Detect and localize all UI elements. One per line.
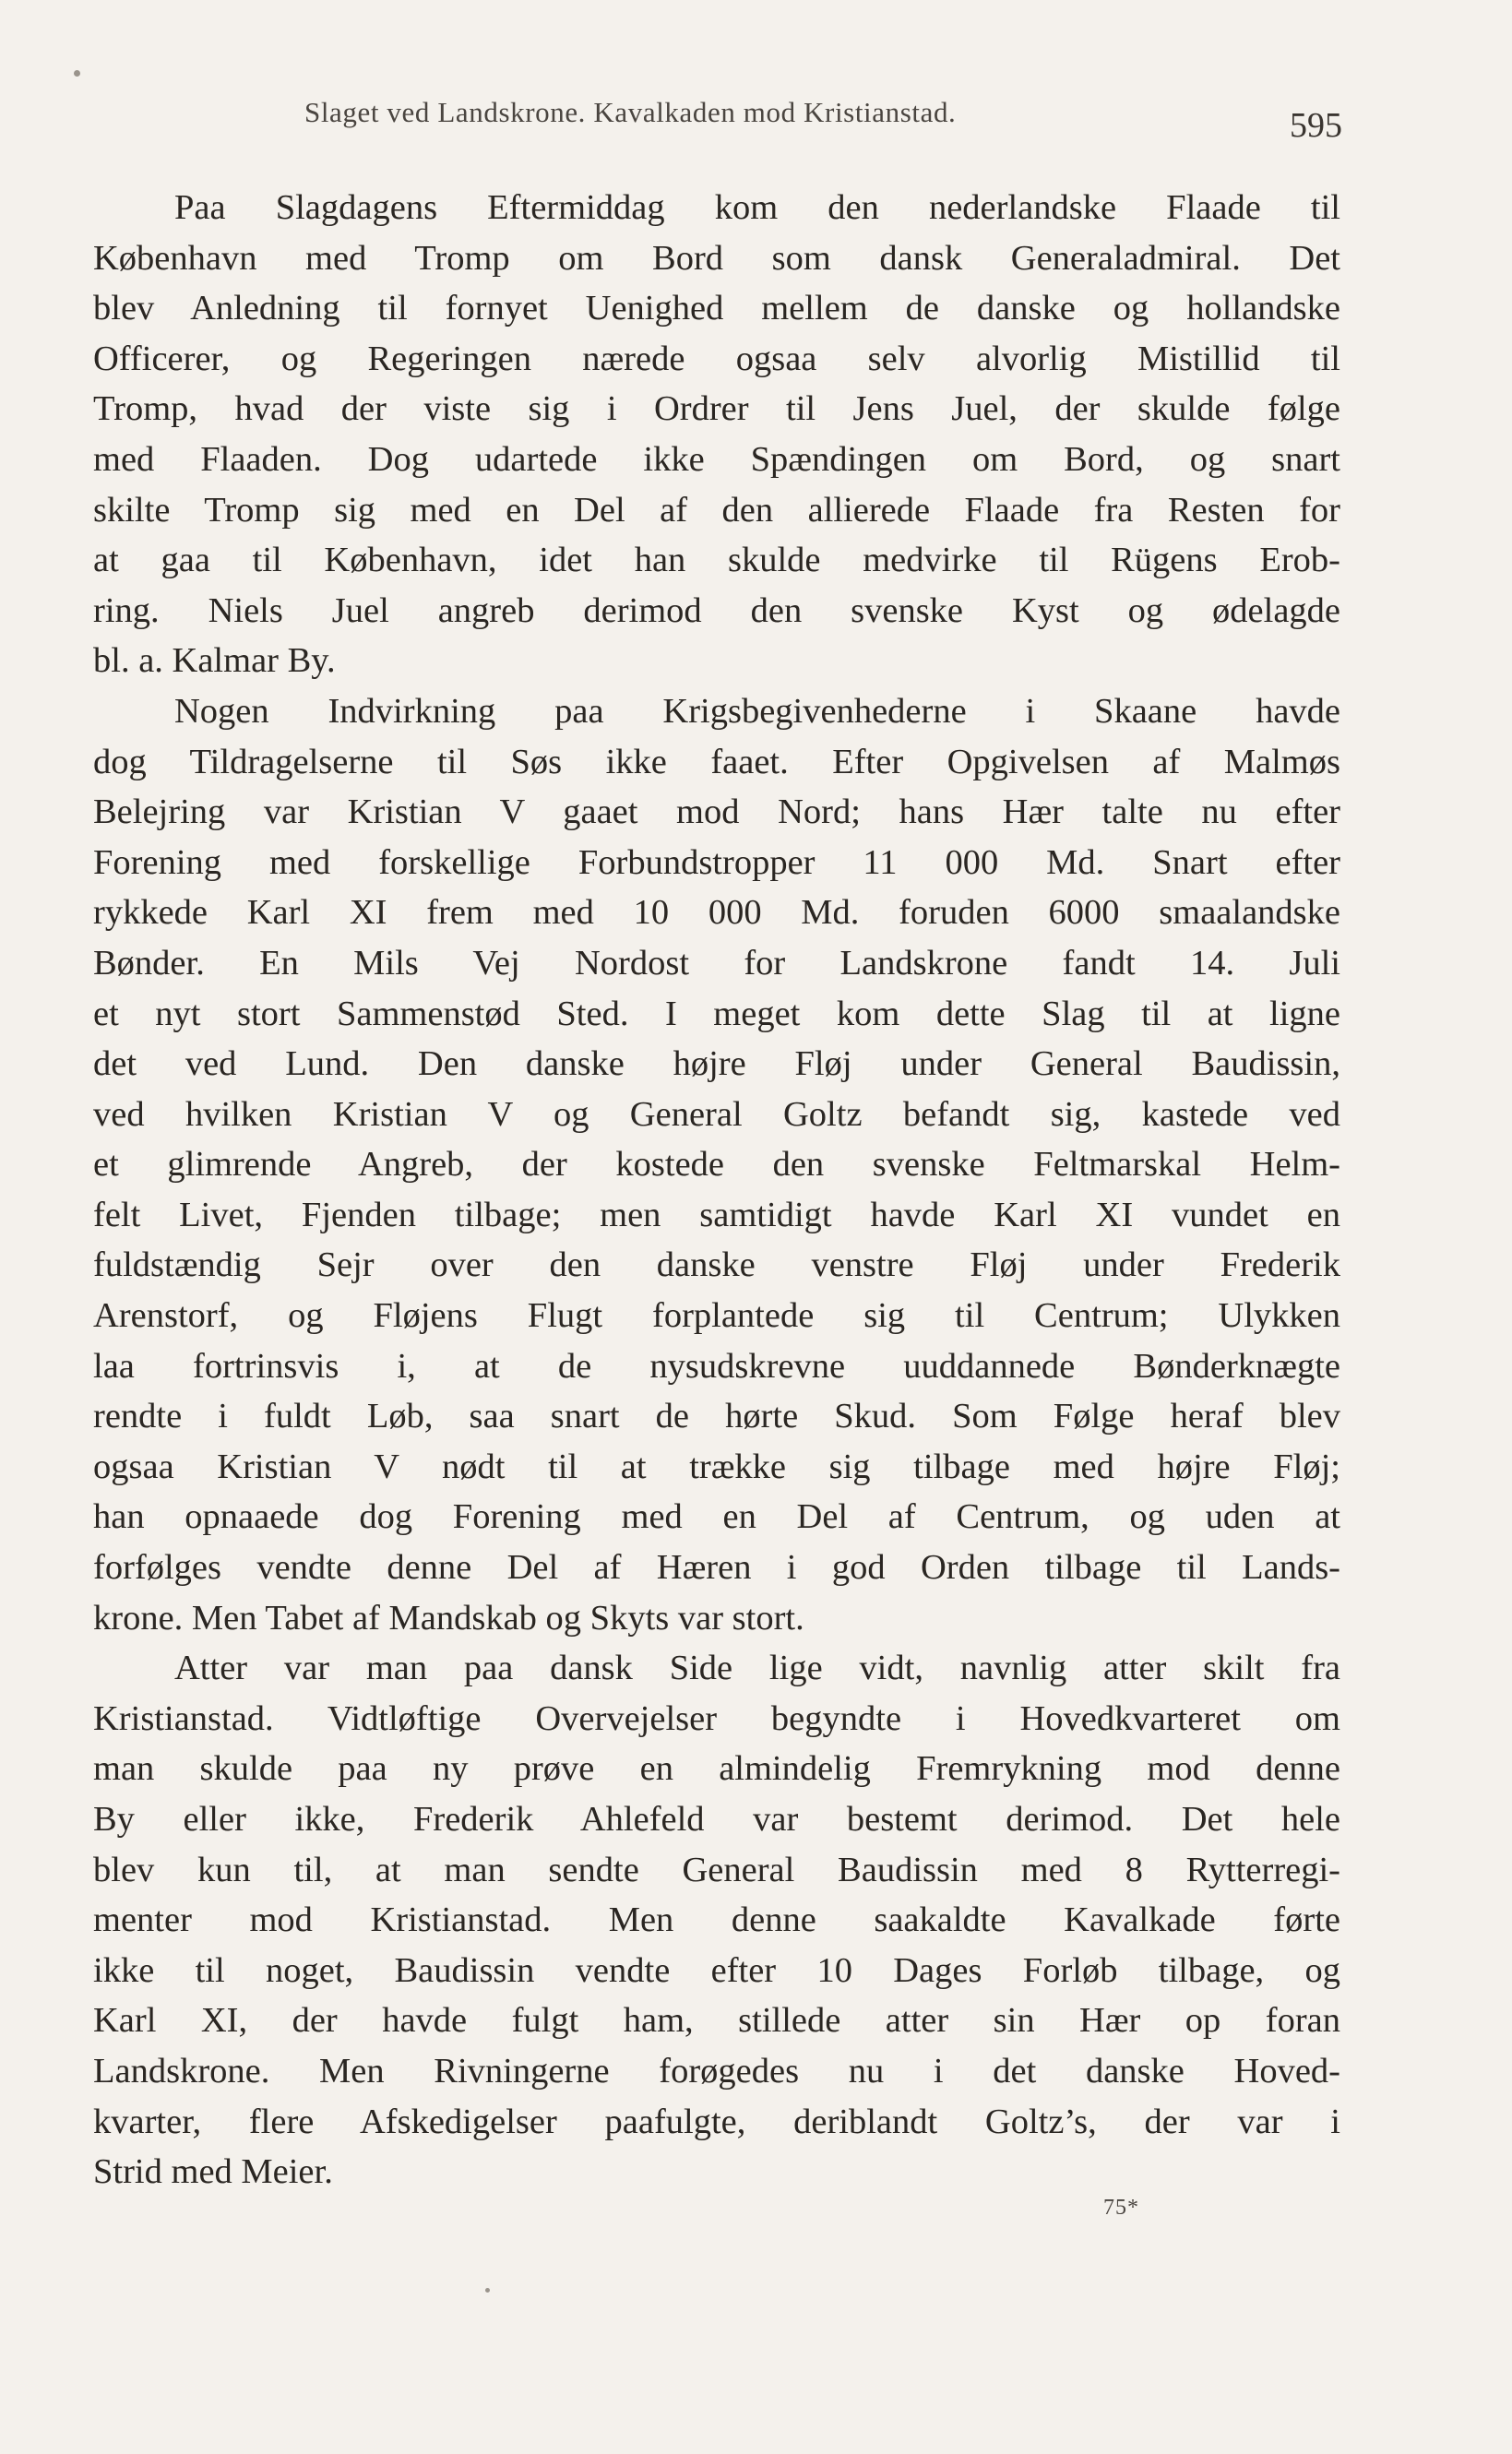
text-line: Paa Slagdagens Eftermiddag kom den nederlandske Flaade til (174, 188, 1340, 227)
text-line: dog Tildragelserne til Søs ikke faaet. Efter Opgivelsen af Malmøs (93, 742, 1340, 781)
text-line: Tromp, hvad der viste sig i Ordrer til Jens Juel, der skulde følge (93, 389, 1340, 429)
text-line: Belejring var Kristian V gaaet mod Nord; hans Hær talte nu efter (93, 792, 1340, 832)
text-line: rendte i fuldt Løb, saa snart de hørte Skud. Som Følge heraf blev (93, 1397, 1340, 1436)
print-speck (74, 70, 80, 77)
text-line: ogsaa Kristian V nødt til at trække sig tilbage med højre Fløj; (93, 1447, 1340, 1486)
text-line: Nogen Indvirkning paa Krigsbegivenhederne i Skaane havde (174, 691, 1340, 731)
text-line: Arenstorf, og Fløjens Flugt forplantede sig til Centrum; Ulykken (93, 1296, 1340, 1336)
text-line: Strid med Meier. (93, 2152, 333, 2192)
text-line: et glimrende Angreb, der kostede den svenske Feltmarskal Helm- (93, 1145, 1340, 1185)
text-line: Kristianstad. Vidtløftige Overvejelser begyndte i Hovedkvarteret om (93, 1698, 1340, 1738)
text-line: at gaa til København, idet han skulde medvirke til Rügens Erob- (93, 541, 1340, 580)
text-line: menter mod Kristianstad. Men denne saakaldte Kavalkade førte (93, 1900, 1340, 1940)
text-line: bl. a. Kalmar By. (93, 641, 336, 681)
body-text (93, 183, 1340, 2198)
running-header (304, 96, 1342, 151)
text-line: fuldstændig Sejr over den danske venstre Fløj under Frederik (93, 1245, 1340, 1285)
text-line: kvarter, flere Afskedigelser paafulgte, deriblandt Goltz’s, der var i (93, 2102, 1340, 2141)
text-line: Forening med forskellige Forbundstropper 11 000 Md. Snart efter (93, 842, 1340, 882)
text-line: man skulde paa ny prøve en almindelig Fremrykning mod denne (93, 1749, 1340, 1789)
text-line: det ved Lund. Den danske højre Fløj under General Baudissin, (93, 1044, 1340, 1084)
text-line: laa fortrinsvis i, at de nysudskrevne uuddannede Bønderknægte (93, 1346, 1340, 1386)
text-line: med Flaaden. Dog udartede ikke Spændingen om Bord, og snart (93, 439, 1340, 479)
text-line: ved hvilken Kristian V og General Goltz befandt sig, kastede ved (93, 1094, 1340, 1134)
text-line: Landskrone. Men Rivningerne forøgedes nu i det danske Hoved- (93, 2051, 1340, 2091)
print-speck (485, 2288, 490, 2293)
text-line: krone. Men Tabet af Mandskab og Skyts var stort. (93, 1598, 804, 1638)
running-title: Slaget ved Landskrone. Kavalkaden mod Kristianstad. (304, 96, 957, 128)
text-line: København med Tromp om Bord som dansk Generaladmiral. Det (93, 238, 1340, 278)
text-line: By eller ikke, Frederik Ahlefeld var bestemt derimod. Det hele (93, 1800, 1340, 1839)
text-line: ikke til noget, Baudissin vendte efter 10 Dages Forløb tilbage, og (93, 1950, 1340, 1990)
text-line: Officerer, og Regeringen nærede ogsaa selv alvorlig Mistillid til (93, 339, 1340, 378)
text-line: Karl XI, der havde fulgt ham, stillede atter sin Hær op foran (93, 2001, 1340, 2041)
text-line: ring. Niels Juel angreb derimod den svenske Kyst og ødelagde (93, 590, 1340, 630)
text-line: Bønder. En Mils Vej Nordost for Landskrone fandt 14. Juli (93, 943, 1340, 983)
signature-mark: 75* (1103, 2196, 1139, 2220)
text-line: forfølges vendte denne Del af Hæren i god Orden tilbage til Lands- (93, 1548, 1340, 1588)
text-line: blev kun til, at man sendte General Baudissin med 8 Rytterregi- (93, 1850, 1340, 1889)
text-line: skilte Tromp sig med en Del af den allierede Flaade fra Resten for (93, 490, 1340, 530)
page-number: 595 (1290, 106, 1342, 145)
text-line: blev Anledning til fornyet Uenighed mellem de danske og hollandske (93, 289, 1340, 328)
text-line: felt Livet, Fjenden tilbage; men samtidigt havde Karl XI vundet en (93, 1195, 1340, 1234)
text-line: Atter var man paa dansk Side lige vidt, navnlig atter skilt fra (174, 1649, 1340, 1688)
text-line: han opnaaede dog Forening med en Del af Centrum, og uden at (93, 1497, 1340, 1537)
text-line: rykkede Karl XI frem med 10 000 Md. foruden 6000 smaalandske (93, 893, 1340, 933)
text-line: et nyt stort Sammenstød Sted. I meget kom dette Slag til at ligne (93, 994, 1340, 1033)
